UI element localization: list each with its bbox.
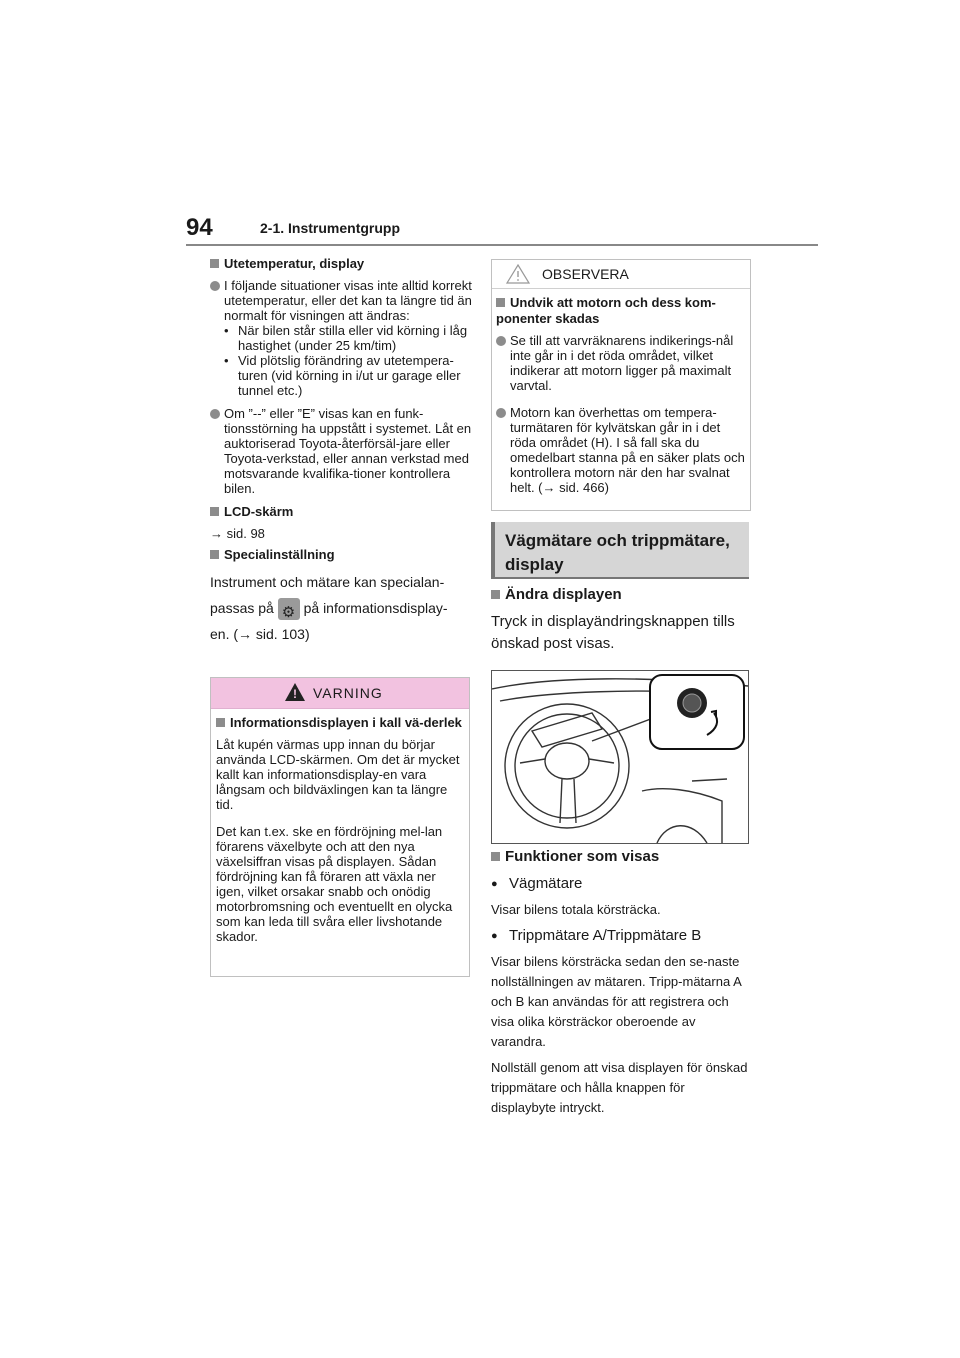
circle-bullet-icon xyxy=(210,281,220,291)
odo-text: Visar bilens totala körsträcka. xyxy=(491,902,661,917)
odo-label: ● Vägmätare xyxy=(491,874,753,894)
utetemp-sub-1: • När bilen står stilla eller vid körning i låg hastighet (under 25 km/tim) xyxy=(224,323,472,353)
square-bullet-icon xyxy=(491,590,500,599)
reset-text: Nollställ genom att visa displayen för önskad trippmätare och hålla knappen för displaybyte intryckt. xyxy=(491,1060,748,1115)
notice-heading: Undvik att motorn och dess kom-ponenter skadas xyxy=(496,295,716,326)
warning-title: VARNING xyxy=(313,685,383,701)
warning-para-2: Det kan t.ex. ske en fördröjning mel-lan förarens växelbyte och att den nya växelsiffran visas på displayen. Sådan fördröjning kan få föraren att växla ner igen, vilket orsakar snabb och onödig motorbromsning och eventuellt en olycka som kan leda till svåra eller livshotande skador. xyxy=(216,824,453,944)
special-text: Instrument och mätare kan specialan- passas på ⚙ på informationsdisplay- en. (→ sid. 103) xyxy=(210,574,448,642)
warning-header: ! VARNING xyxy=(211,678,469,709)
square-bullet-icon xyxy=(216,718,225,727)
utetemp-item-1: I följande situationer visas inte alltid korrekt utetemperatur, eller det kan ta längre tid än normalt för visningen att ändras: • När bilen står stilla eller vid körning i låg hastighet (under 25 km/tim) • Vid plötslig förändring av utetempera-turen (vid körning in i/ut ur garage eller tunnel etc.) xyxy=(210,278,472,398)
functions-block xyxy=(491,848,753,1118)
square-bullet-icon xyxy=(210,507,219,516)
warning-heading: Informationsdisplayen i kall vä-derlek xyxy=(216,715,464,731)
utetemp-heading: Utetemperatur, display xyxy=(210,256,472,272)
notice-header xyxy=(492,260,750,289)
lcd-heading: LCD-skärm xyxy=(210,504,472,520)
square-bullet-icon xyxy=(210,259,219,268)
special-heading: Specialinställning xyxy=(210,547,472,563)
steering-wheel-illustration xyxy=(491,670,749,844)
notice-item-1: Se till att varvräknarens indikerings-nål inte går in i det röda området, vilket indikerar att motorn ligger på maximalt varvtal. xyxy=(496,333,746,393)
utetemp-item-2: Om ”--” eller ”E” visas kan en funk-tionsstörning ha uppstått i systemet. Låt en auktoriserad Toyota-återförsäl-jare eller Toyota-verkstad, eller annan verkstad med motsvarande kvalifika-tioner kontrollera bilen. xyxy=(210,406,472,496)
square-bullet-icon xyxy=(210,550,219,559)
section-title: Vägmätare och trippmätare, display xyxy=(505,531,730,574)
change-heading: Ändra displayen xyxy=(491,586,751,604)
trip-text: Visar bilens körsträcka sedan den se-naste nollställningen av mätaren. Tripp-mätarna A och B kan användas för att registrera och visa olika körsträckor oberoende av varandra. xyxy=(491,954,742,1049)
chapter-title: 2-1. Instrumentgrupp xyxy=(260,220,401,236)
warning-para-1: Låt kupén värmas upp innan du börjar använda LCD-skärmen. Om det är mycket kallt kan informationsdisplay-en vara långsam och bildväxlingen kan ta längre tid. xyxy=(216,737,460,812)
circle-bullet-icon xyxy=(210,409,220,419)
notice-box xyxy=(491,259,751,511)
circle-bullet-icon xyxy=(496,336,506,346)
functions-heading: Funktioner som visas xyxy=(491,848,753,866)
lcd-ref: → sid. 98 xyxy=(210,526,265,541)
warning-box xyxy=(210,677,470,977)
notice-title: OBSERVERA xyxy=(542,266,629,282)
circle-bullet-icon xyxy=(496,408,506,418)
notice-item-2: Motorn kan överhettas om tempera-turmätaren för kylvätskan går in i det röda området (H). I så fall ska du omedelbart stanna på en säker plats och kontrollera motorn när den har svalnat helt. (→ sid. 466) xyxy=(496,405,746,495)
page-number: 94 xyxy=(186,214,213,241)
utetemp-sub-2: • Vid plötslig förändring av utetempera-turen (vid körning in i/ut ur garage eller tunnel etc.) xyxy=(224,353,472,398)
change-text: Tryck in displayändringsknappen tills önskad post visas. xyxy=(491,613,735,652)
left-column xyxy=(210,256,472,653)
gear-icon: ⚙ xyxy=(278,598,300,620)
trip-label: ● Trippmätare A/Trippmätare B xyxy=(491,926,753,946)
change-display-block xyxy=(491,586,751,655)
square-bullet-icon xyxy=(491,852,500,861)
caution-triangle-icon xyxy=(506,264,530,284)
section-title-box xyxy=(491,522,749,579)
square-bullet-icon xyxy=(496,298,505,307)
header-rule xyxy=(186,244,818,246)
